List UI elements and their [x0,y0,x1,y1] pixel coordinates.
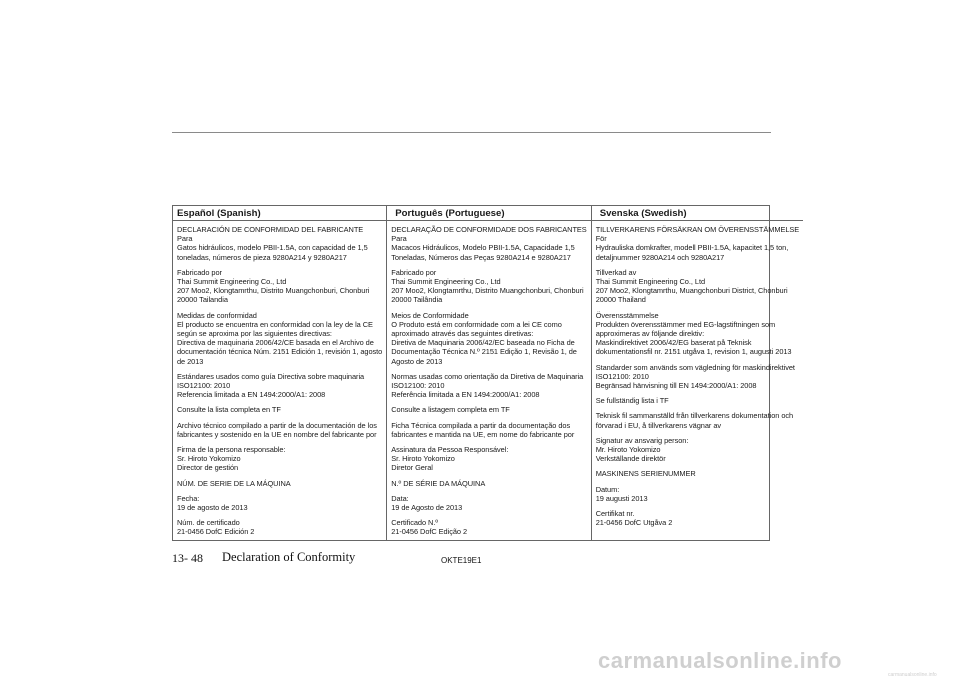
text-line: Begränsad hänvisning till EN 1494:2000/A1: 2008 [595,381,757,391]
text-line: Normas usadas como orientação da Diretiva de Maquinaria [391,371,584,381]
text-line: Estándares usados como guía Directiva sobre maquinaria [177,371,365,381]
text-line: toneladas, números de pieza 9280A214 y 9280A217 [177,252,347,262]
document-code: OKTE19E1 [441,556,482,565]
text-line: Sr. Hiroto Yokomizo [391,454,455,464]
text-line: fabricantes y sostenido en la UE en nombre del fabricante por [177,429,377,439]
text-line: Referência limitada a EN 1494:2000/A1: 2008 [391,390,540,400]
declaration-section [596,363,799,391]
column-body [387,221,590,537]
declaration-section [177,311,382,366]
text-line: Signatur av ansvarig person: [595,435,689,445]
text-line: Tillverkad av [595,267,637,277]
text-line: Standarder som används som vägledning för maskindirektivet [595,362,795,372]
text-line: Ficha Técnica compilada a partir da documentação dos [391,420,571,430]
text-line: Hydrauliska domkrafter, modell PBII-1.5A, kapacitet 1,5 ton, [595,243,789,253]
text-line: de 2013 [177,356,204,366]
text-line: Teknisk fil sammanställd från tillverkarens dokumentation och [595,411,794,421]
text-line: Certificado N.º [391,518,438,528]
text-line: fabricantes e mantida na UE, em nome do fabricante por [391,429,575,439]
declaration-section [391,479,586,488]
text-line: Firma de la persona responsable: [177,445,286,455]
column-portuguese [386,206,590,540]
text-line: 21-0456 DofC Edição 2 [391,527,468,537]
column-heading: Svenska (Swedish) [592,206,803,221]
declaration-section [177,518,382,536]
text-line: O Produto está em conformidade com a lei CE como [391,319,562,329]
text-line: Diretor Geral [391,463,433,473]
column-heading: Español (Spanish) [173,206,386,221]
declaration-section [177,445,382,473]
text-line: ISO12100: 2010 [177,381,231,391]
declaration-section [177,494,382,512]
text-line: según se aproxima por las siguientes directivas: [177,329,332,339]
text-line: Para [177,234,193,244]
text-line: DECLARAÇÃO DE CONFORMIDADE DOS FABRICANTES [391,225,587,234]
declaration-section [177,405,382,414]
column-body [173,221,386,537]
watermark-logo: carmanualsonline.info [598,648,842,673]
text-line: MASKINENS SERIENUMMER [595,469,696,479]
declaration-section [177,225,382,262]
text-line: 20000 Tailândia [391,295,443,305]
text-line: Thai Summit Engineering Co., Ltd [391,277,501,287]
text-line: Verkställande direktör [595,454,666,464]
text-line: Produkten överensstämmer med EG-lagstiftningen som [595,319,776,329]
text-line: documentación técnica Núm. 2151 Edición 1, revisión 1, agosto [177,347,383,357]
text-line: Archivo técnico compilado a partir de la documentación de los [177,420,377,430]
column-spanish [173,206,386,540]
declaration-section [596,469,799,478]
column-swedish [591,206,803,540]
text-line: Fecha: [177,493,200,503]
declaration-section [391,445,586,473]
text-line: Sr. Hiroto Yokomizo [177,454,241,464]
text-line: förvarad i EU, å tillverkarens vägnar av [595,420,722,430]
text-line: 19 de agosto de 2013 [177,503,248,513]
text-line: Fabricado por [391,267,437,277]
text-line: Meios de Conformidade [391,310,469,320]
declaration-section [596,225,799,262]
declaration-section [391,405,586,414]
text-line: 21-0456 DofC Utgåva 2 [595,518,673,528]
declaration-table [172,205,800,541]
text-line: Núm. de certificado [177,518,240,528]
text-line: Macacos Hidráulicos, Modelo PBII-1.5A, Capacidade 1,5 [391,243,575,253]
declaration-section [391,311,586,366]
declaration-section [596,436,799,464]
text-line: 207 Moo2, Klongtamrthu, Distrito Muangchonburi, Chonburi [177,286,370,296]
text-line: Överensstämmelse [595,310,659,320]
text-line: 207 Moo2, Klongtamrthu, Distrito Muangchonburi, Chonburi [391,286,584,296]
text-line: 21-0456 DofC Edición 2 [177,527,255,537]
text-line: 20000 Thailand [595,295,646,305]
declaration-section [391,268,586,305]
declaration-section [596,396,799,405]
text-line: Documentação Técnica N.º 2151 Edição 1, Revisão 1, de [391,347,577,357]
declaration-section [596,268,799,305]
text-line: dokumentationsfil nr. 2151 utgåva 1, revision 1, augusti 2013 [595,347,792,357]
text-line: Referencia limitada a EN 1494:2000/A1: 2008 [177,390,326,400]
text-line: aproximado através das seguintes diretivas: [391,329,534,339]
column-body [592,221,803,527]
page-number: 13- 48 [172,551,203,565]
declaration-section [596,311,799,357]
text-line: Certifikat nr. [595,509,635,519]
text-line: Datum: [595,484,620,494]
text-line: Consulte la lista completa en TF [177,405,281,415]
text-line: N.º DE SÉRIE DA MÁQUINA [391,478,486,488]
text-line: Diretiva de Maquinaria 2006/42/EC baseada no Ficha de [391,338,575,348]
declaration-section [391,225,586,262]
text-line: Mr. Hiroto Yokomizo [595,445,661,455]
text-line: Se fullständig lista i TF [595,396,669,406]
text-line: Para [391,234,407,244]
declaration-section [391,518,586,536]
text-line: För [595,234,607,244]
text-line: 19 de Agosto de 2013 [391,503,463,513]
text-line: Thai Summit Engineering Co., Ltd [177,277,287,287]
text-line: 19 augusti 2013 [595,493,648,503]
text-line: Consulte a listagem completa em TF [391,405,510,415]
text-line: Directiva de maquinaria 2006/42/CE basada en el Archivo de [177,338,374,348]
text-line: Agosto de 2013 [391,356,443,366]
text-line: ISO12100: 2010 [391,381,445,391]
declaration-section [596,485,799,503]
declaration-section [177,479,382,488]
declaration-section [391,494,586,512]
text-line: detaljnummer 9280A214 och 9280A217 [595,252,725,262]
declaration-section [596,509,799,527]
watermark-small: carmanualsonline.info [888,672,937,678]
text-line: NÚM. DE SERIE DE LA MÁQUINA [177,478,291,488]
text-line: 20000 Tailandia [177,295,228,305]
text-line: Toneladas, Números das Peças 9280A214 e 9280A217 [391,252,571,262]
text-line: approximeras av följande direktiv: [595,329,705,339]
declaration-section [391,421,586,439]
text-line: Director de gestión [177,463,239,473]
text-line: 207 Moo2, Klongtamrthu, Muangchonburi District, Chonburi [595,286,788,296]
declaration-section [596,411,799,429]
text-line: Fabricado por [177,267,222,277]
top-rule [172,132,771,133]
text-line: Thai Summit Engineering Co., Ltd [595,277,706,287]
declaration-section [177,268,382,305]
declaration-section [177,372,382,400]
declaration-section [177,421,382,439]
text-line: El producto se encuentra en conformidad con la ley de la CE [177,319,373,329]
text-line: Gatos hidráulicos, modelo PBII-1.5A, con capacidad de 1,5 [177,243,368,253]
text-line: DECLARACIÓN DE CONFORMIDAD DEL FABRICANTE [177,225,364,234]
column-heading: Português (Portuguese) [387,206,590,221]
text-line: Maskindirektivet 2006/42/EG baserat på Teknisk [595,338,752,348]
text-line: ISO12100: 2010 [595,371,649,381]
text-line: Medidas de conformidad [177,310,257,320]
text-line: TILLVERKARENS FÖRSÄKRAN OM ÖVERENSSTÄMMELSE [595,225,800,234]
page-title: Declaration of Conformity [222,550,356,564]
declaration-section [391,372,586,400]
text-line: Assinatura da Pessoa Responsável: [391,445,509,455]
text-line: Data: [391,493,409,503]
